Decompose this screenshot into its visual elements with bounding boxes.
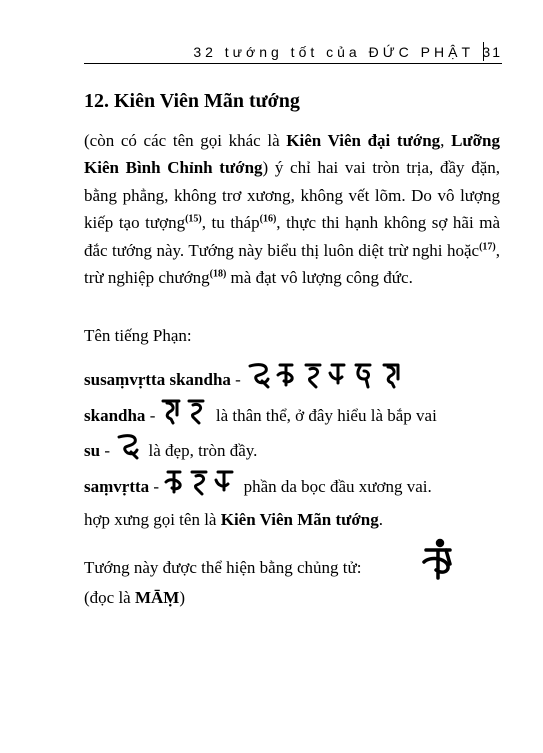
combined-name: Kiên Viên Mãn tướng — [220, 510, 379, 529]
gloss-su: là đẹp, tròn đầy. — [144, 441, 258, 460]
term-su: su — [84, 441, 101, 460]
pron-text-1: (đọc là — [84, 588, 135, 607]
running-header — [84, 42, 502, 64]
term-sep: - — [230, 370, 246, 389]
seed-text: Tướng này được thể hiện bằng chủng tử: — [84, 558, 362, 577]
para-text-2: , — [440, 131, 452, 150]
body-paragraph — [84, 127, 500, 291]
pron-syllable: MĀṂ — [134, 588, 180, 607]
footnote-ref-16: (16) — [259, 213, 277, 225]
term-full: susaṃvṛtta skandha — [84, 370, 231, 389]
para-text-3: ) ý chỉ hai vai tròn trịa, đầy đặn, bằng phẳng, không trơ xương, không vết lõm. Do vô lượng kiếp tạo tượng — [84, 158, 500, 233]
alt-name-1: Kiên Viên đại tướng — [286, 131, 441, 150]
alt-name-2: Lưỡng Kiên Bình Chỉnh tướng — [84, 131, 500, 178]
page-number: 31 — [482, 44, 502, 60]
running-title: 32 tướng tốt của ĐỨC PHẬT — [193, 44, 474, 60]
term-line-samvrtta — [84, 468, 432, 497]
term-skandha: skandha — [84, 406, 146, 425]
seed-syllable-line — [84, 558, 361, 578]
pronunciation-line — [84, 588, 185, 608]
seed-syllable-image — [420, 538, 456, 587]
siddham-script-image — [246, 361, 414, 389]
term-sep: - — [149, 477, 164, 496]
gloss-skandha: là thân thể, ở đây hiểu là bắp vai — [211, 406, 437, 425]
term-samvrtta: saṃvṛtta — [84, 477, 150, 496]
pron-text-2: ) — [179, 588, 186, 607]
para-text-6: , trừ nghiệp chướng — [84, 240, 500, 288]
siddham-script-image — [164, 468, 238, 496]
term-line-skandha — [84, 397, 437, 426]
combined-text-1: hợp xưng gọi tên là — [84, 510, 221, 529]
combined-text-2: . — [378, 510, 383, 529]
section-title: 12. Kiên Viên Mãn tướng — [84, 90, 300, 112]
siddham-script-image — [161, 397, 211, 425]
term-line-full — [84, 361, 415, 390]
term-line-su — [84, 432, 257, 461]
siddham-script-image — [115, 432, 143, 460]
header-rule — [84, 63, 502, 64]
para-text-5: , thực thi hạnh không sợ hãi mà đắc tướng này. Tướng này biểu thị luôn diệt trừ nghi hoặc — [84, 213, 501, 260]
gloss-samvrtta: phần da bọc đầu xương vai. — [239, 477, 432, 496]
para-text-4: , tu tháp — [201, 213, 260, 233]
term-sep: - — [145, 406, 160, 425]
footnote-ref-15: (15) — [185, 213, 202, 225]
combined-name-line — [84, 510, 383, 530]
footnote-ref-18: (18) — [209, 268, 227, 280]
sanskrit-label: Tên tiếng Phạn: — [84, 326, 192, 345]
footnote-ref-17: (17) — [479, 240, 496, 252]
para-text-7: mà đạt vô lượng công đức. — [226, 268, 413, 288]
para-text-1: (còn có các tên gọi khác là — [84, 131, 287, 150]
term-sep: - — [100, 441, 115, 460]
